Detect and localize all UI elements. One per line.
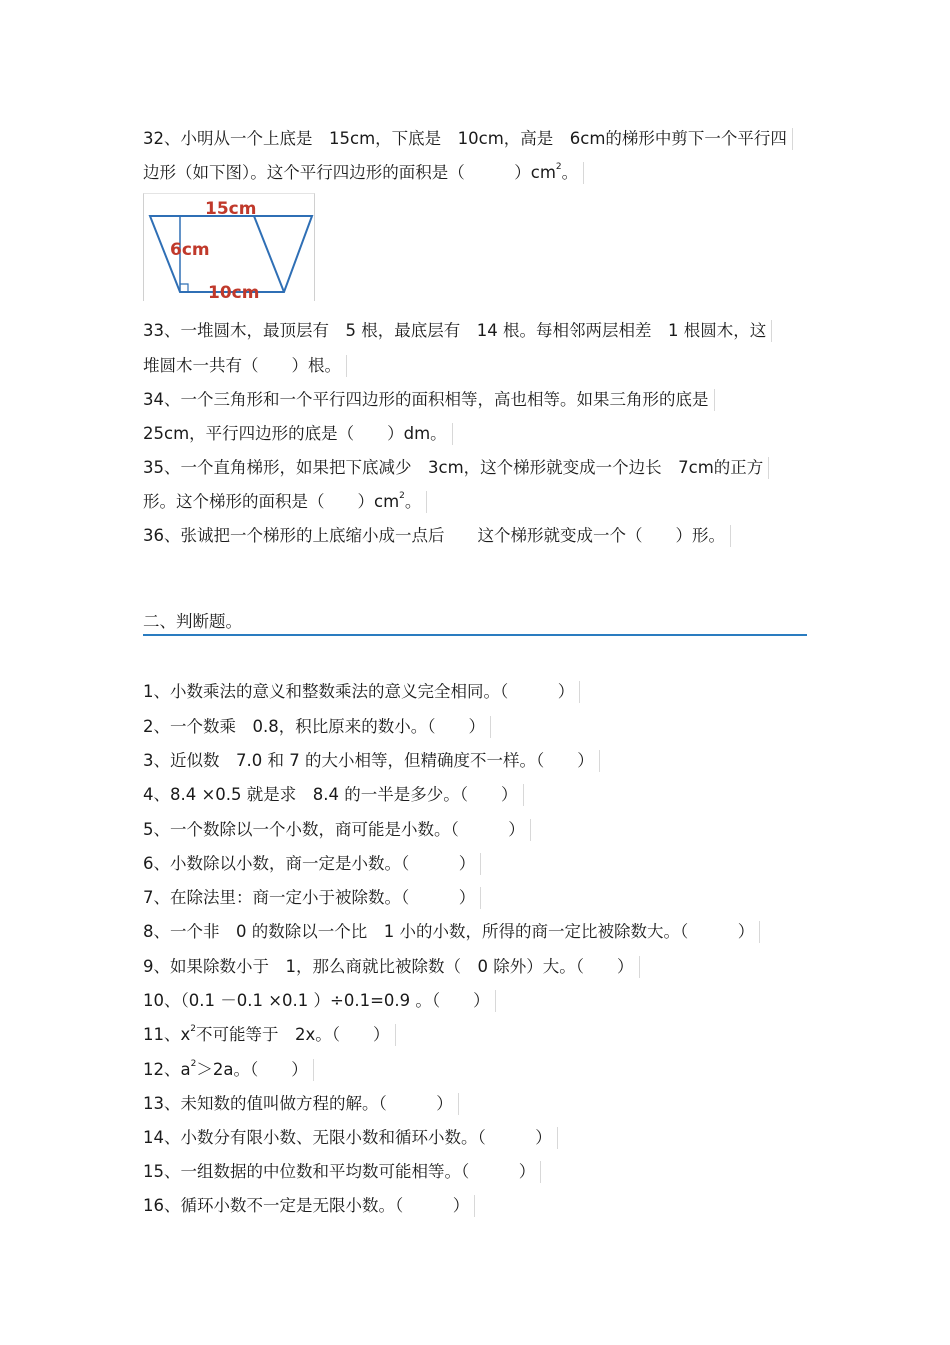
problem-35-superscript: 2 xyxy=(399,491,405,501)
trapezoid-diagram xyxy=(144,194,314,301)
judgment-item: 9、如果除数小于 1，那么商就比被除数（ 0 除外）大。（ ） xyxy=(143,956,640,978)
judgment-item xyxy=(143,1059,314,1081)
judgment-11-suffix: 不可能等于 2x。（ ） xyxy=(196,1025,390,1044)
judgment-item: 16、循环小数不一定是无限小数。（ ） xyxy=(143,1195,475,1217)
problem-32-line-1: 32、小明从一个上底是 15cm，下底是 10cm，高是 6cm的梯形中剪下一个平行四 xyxy=(143,128,793,150)
judgment-item xyxy=(143,1024,396,1046)
judgment-11-superscript: 2 xyxy=(190,1024,196,1034)
problem-35-line-2 xyxy=(143,491,427,513)
problem-35-text: 形。这个梯形的面积是（ ）cm xyxy=(143,492,400,511)
trapezoid-figure xyxy=(143,193,315,301)
problem-34-line-1: 34、一个三角形和一个平行四边形的面积相等，高也相等。如果三角形的底是 xyxy=(143,389,715,411)
problem-32-text: 边形（如下图）。这个平行四边形的面积是（ ）cm xyxy=(143,163,556,182)
judgment-12-prefix: 12、a xyxy=(143,1060,191,1079)
judgment-item: 8、一个非 0 的数除以一个比 1 小的小数，所得的商一定比被除数大。（ ） xyxy=(143,921,760,943)
problem-32-end: 。 xyxy=(561,163,579,182)
judgment-item: 1、小数乘法的意义和整数乘法的意义完全相同。（ ） xyxy=(143,681,580,703)
judgment-12-suffix: ＞2a。（ ） xyxy=(196,1060,308,1079)
problem-33-line-2: 堆圆木一共有（ ）根。 xyxy=(143,355,347,377)
judgment-12-superscript: 2 xyxy=(190,1059,197,1069)
cut-line xyxy=(254,216,284,292)
judgment-item: 6、小数除以小数，商一定是小数。（ ） xyxy=(143,853,481,875)
problem-32-superscript: 2 xyxy=(555,162,562,172)
judgment-item: 7、在除法里：商一定小于被除数。（ ） xyxy=(143,887,481,909)
problem-35-end: 。 xyxy=(404,492,422,511)
problem-36-line-1: 36、张诚把一个梯形的上底缩小成一点后 这个梯形就变成一个（ ）形。 xyxy=(143,525,731,547)
problem-33-line-1: 33、一堆圆木，最顶层有 5 根，最底层有 14 根。每相邻两层相差 1 根圆木，这 xyxy=(143,320,772,342)
problem-34-line-2: 25cm，平行四边形的底是（ ）dm。 xyxy=(143,423,453,445)
section-divider xyxy=(143,634,807,636)
right-angle-mark xyxy=(180,284,188,292)
top-base-label: 15cm xyxy=(205,199,257,219)
judgment-item: 3、近似数 7.0 和 7 的大小相等，但精确度不一样。（ ） xyxy=(143,750,600,772)
height-label: 6cm xyxy=(170,240,210,260)
judgment-item: 10、（0.1 －0.1 ×0.1 ）÷0.1=0.9 。（ ） xyxy=(143,990,496,1012)
judgment-item: 5、一个数除以一个小数，商可能是小数。（ ） xyxy=(143,819,531,841)
judgment-item: 4、8.4 ×0.5 就是求 8.4 的一半是多少。（ ） xyxy=(143,784,524,806)
problem-35-line-1: 35、一个直角梯形，如果把下底减少 3cm，这个梯形就变成一个边长 7cm的正方 xyxy=(143,457,769,479)
judgment-item: 15、一组数据的中位数和平均数可能相等。（ ） xyxy=(143,1161,541,1183)
section-title: 二、判断题。 xyxy=(143,612,242,631)
judgment-11-prefix: 11、x xyxy=(143,1025,191,1044)
problem-32-line-2 xyxy=(143,162,584,184)
judgment-item: 2、一个数乘 0.8，积比原来的数小。（ ） xyxy=(143,716,491,738)
judgment-item: 14、小数分有限小数、无限小数和循环小数。（ ） xyxy=(143,1127,558,1149)
bottom-base-label: 10cm xyxy=(208,283,260,301)
judgment-item: 13、未知数的值叫做方程的解。（ ） xyxy=(143,1093,459,1115)
